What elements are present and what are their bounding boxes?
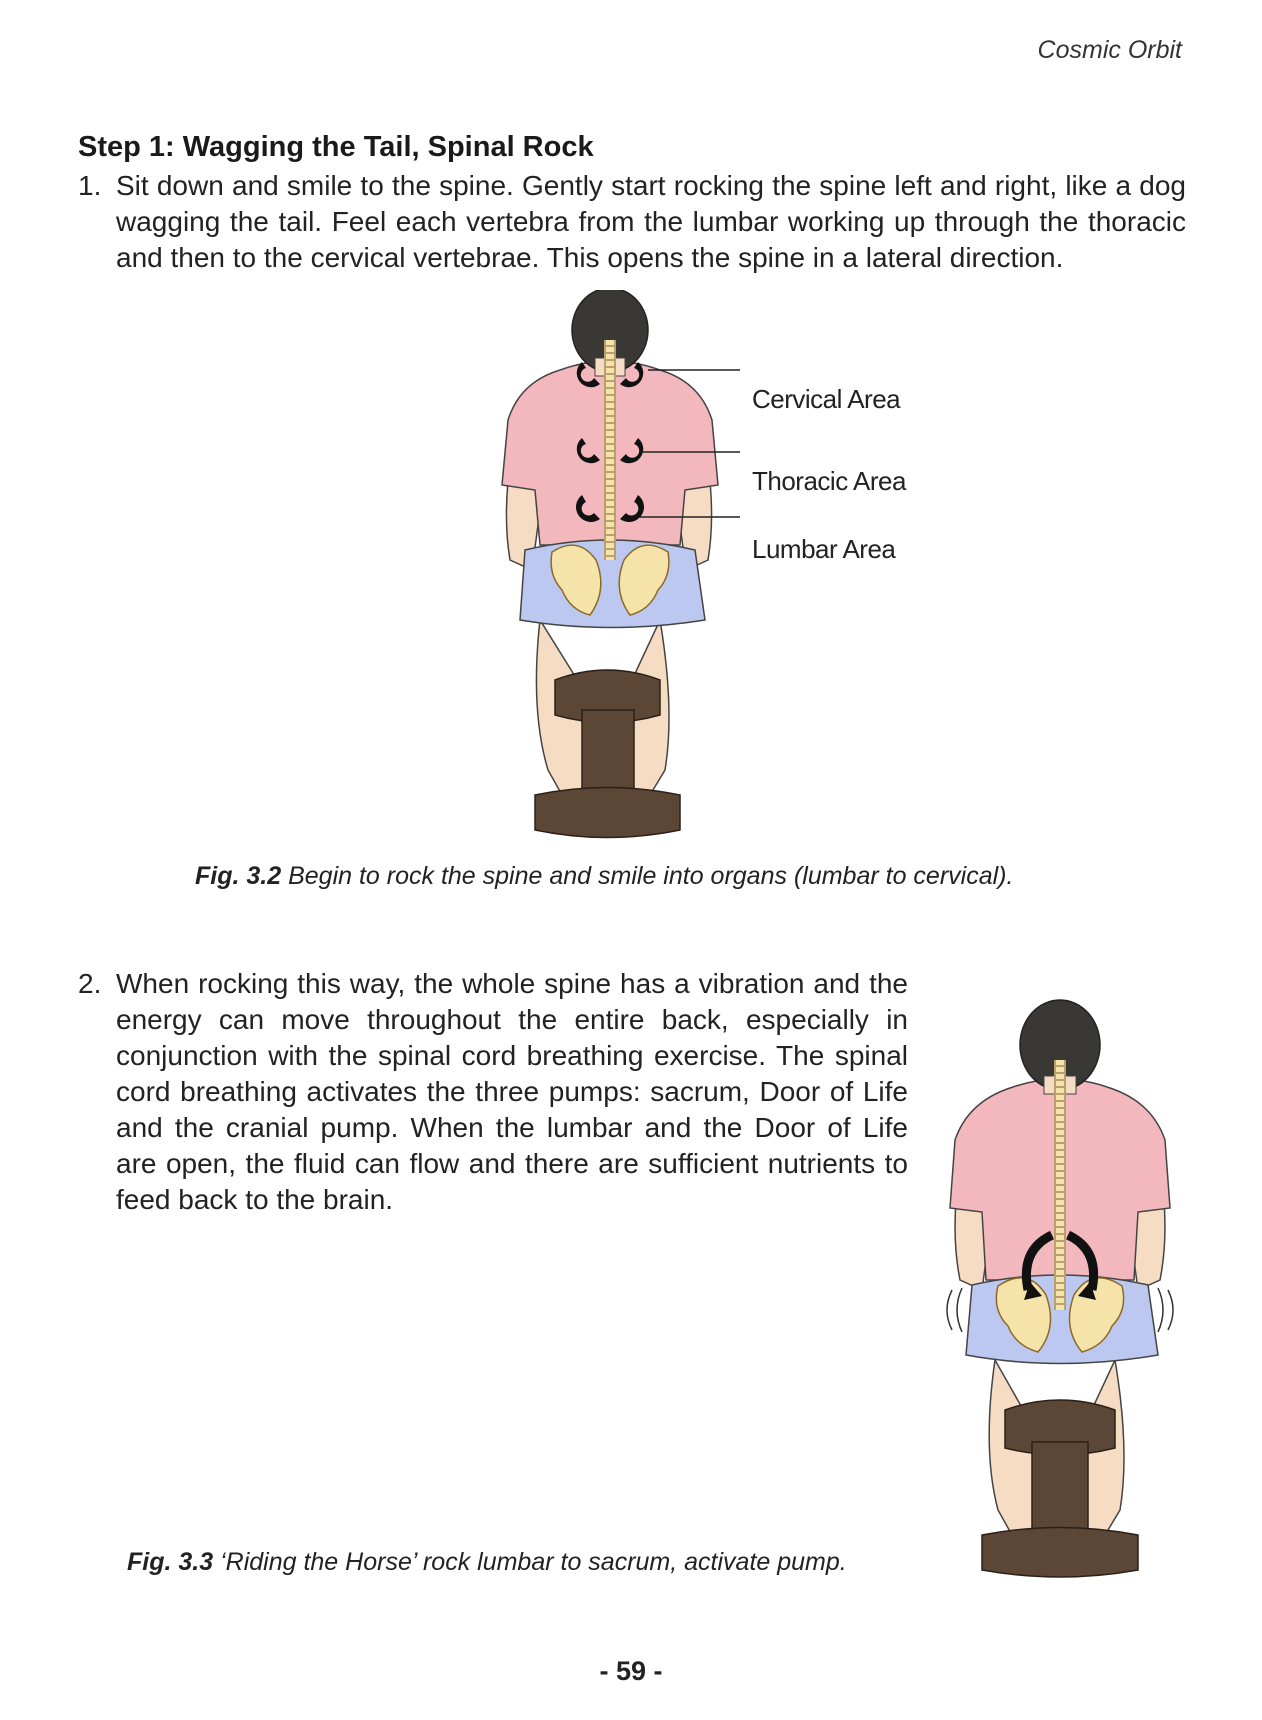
figure-label: Fig. 3.2 <box>195 862 282 890</box>
running-header: Cosmic Orbit <box>1037 36 1182 64</box>
figure-caption-text: ‘Riding the Horse’ rock lumbar to sacrum, activate pump. <box>213 1548 847 1576</box>
figure-3-2-illustration <box>500 290 940 850</box>
figure-caption-text: Begin to rock the spine and smile into organs (lumbar to cervical). <box>281 862 1014 890</box>
section-heading: Step 1: Wagging the Tail, Spinal Rock <box>78 131 594 163</box>
figure-3-2-caption <box>195 862 1013 891</box>
list-item-number: 2. <box>78 968 102 999</box>
list-item-text: When rocking this way, the whole spine has a vibration and the energy can move throughout the entire back, especially in conjunction with the spinal cord breathing exercise. The spinal cord breathing activates the three pumps: sacrum, Door of Life and the cranial pump. When the lumbar and the Door of Life are open, the fluid can flow and there are sufficient nutrients to feed back to the brain. <box>116 968 908 1215</box>
callout-lumbar: Lumbar Area <box>752 534 896 564</box>
page-number: - 59 - <box>599 1656 663 1686</box>
list-item-text: Sit down and smile to the spine. Gently start rocking the spine left and right, like a dog wagging the tail. Feel each vertebra from the lumbar working up through the thoracic and then to the cervical vertebrae. This opens the spine in a lateral direction. <box>116 170 1186 273</box>
figure-3-3-illustration <box>940 990 1200 1590</box>
figure-3-3-caption <box>127 1548 847 1577</box>
callout-thoracic: Thoracic Area <box>752 466 906 496</box>
callout-cervical: Cervical Area <box>752 384 901 414</box>
figure-label: Fig. 3.3 <box>127 1548 214 1576</box>
list-item-number: 1. <box>78 170 102 201</box>
